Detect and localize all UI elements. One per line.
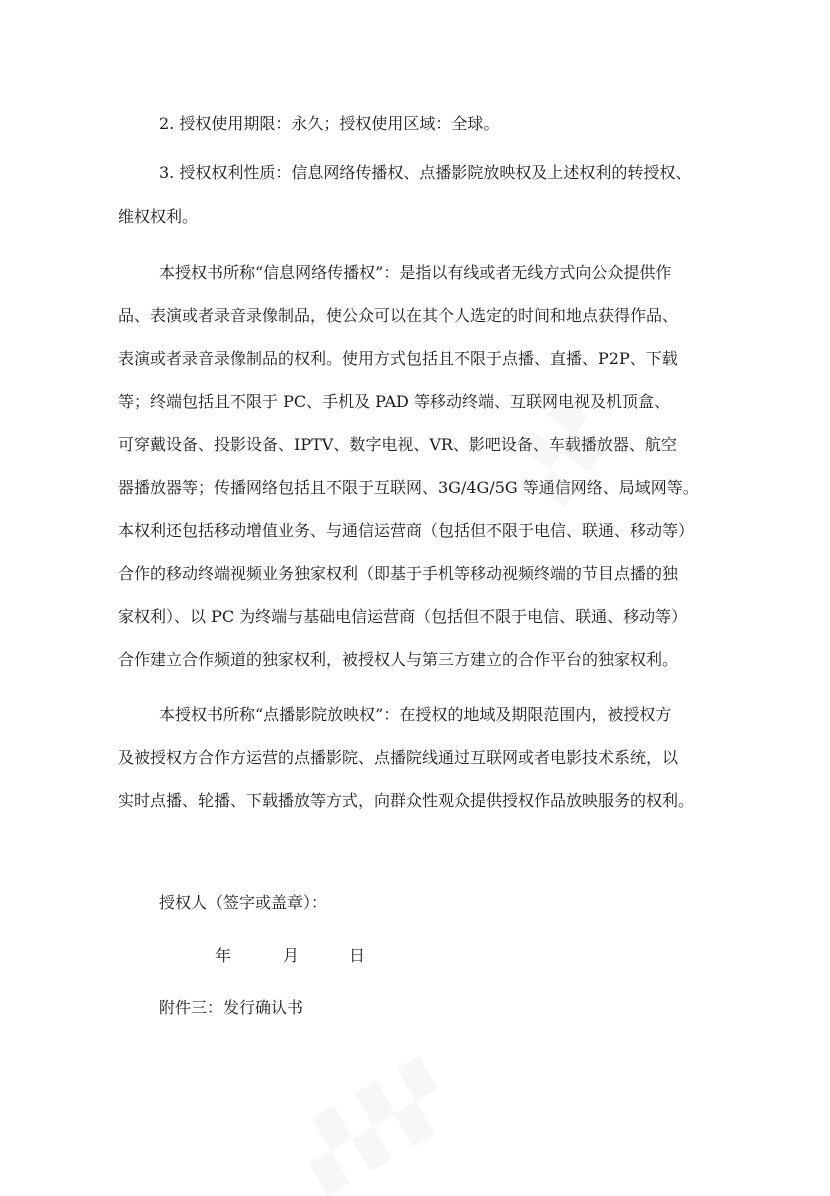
date-month-label: 月 <box>283 946 300 965</box>
clause-3-rights-line-2: 维权权利。 <box>118 207 199 226</box>
paragraph-line: 品、表演或者录音录像制品，使公众可以在其个人选定的时间和地点获得作品、 <box>118 306 679 325</box>
paragraph-line: 表演或者录音录像制品的权利。使用方式包括且不限于点播、直播、P2P、下载 <box>118 349 678 368</box>
date-day-label: 日 <box>349 946 366 965</box>
paragraph-line: 可穿戴设备、投影设备、IPTV、数字电视、VR、影吧设备、车载播放器、航空 <box>118 435 677 454</box>
paragraph-line: 器播放器等；传播网络包括且不限于互联网、3G/4G/5G 等通信网络、局域网等。 <box>118 478 699 497</box>
date-year-label: 年 <box>215 946 232 965</box>
paragraph-line: 及被授权方合作方运营的点播影院、点播院线通过互联网或者电影技术系统，以 <box>118 748 679 767</box>
clause-2-term-region: 2. 授权使用期限：永久；授权使用区域：全球。 <box>159 114 500 133</box>
signature-label: 授权人（签字或盖章）： <box>159 893 328 912</box>
paragraph-line: 本授权书所称“点播影院放映权”：在授权的地域及期限范围内，被授权方 <box>159 705 672 724</box>
clause-3-rights-line-1: 3. 授权权利性质：信息网络传播权、点播影院放映权及上述权利的转授权、 <box>159 163 692 182</box>
paragraph-line: 实时点播、轮播、下载播放等方式，向群众性观众提供授权作品放映服务的权利。 <box>118 791 695 810</box>
paragraph-line: 家权利）、以 PC 为终端与基础电信运营商（包括但不限于电信、联通、移动等） <box>118 607 688 626</box>
attachment-title: 附件三：发行确认书 <box>159 998 304 1017</box>
paragraph-line: 合作建立合作频道的独家权利，被授权人与第三方建立的合作平台的独家权利。 <box>118 650 679 669</box>
paragraph-line: 本权利还包括移动增值业务、与通信运营商（包括但不限于电信、联通、移动等） <box>118 521 695 540</box>
watermark-mark: ▞▞ <box>511 398 615 507</box>
paragraph-line: 本授权书所称“信息网络传播权”：是指以有线或者无线方式向公众提供作 <box>159 263 672 282</box>
paragraph-line: 等；终端包括且不限于 PC、手机及 PAD 等移动终端、互联网电视及机顶盒、 <box>118 392 670 411</box>
paragraph-line: 合作的移动终端视频业务独家权利（即基于手机等移动视频终端的节目点播的独 <box>118 564 679 583</box>
watermark-mark: ▞▞▞ <box>291 1058 457 1196</box>
